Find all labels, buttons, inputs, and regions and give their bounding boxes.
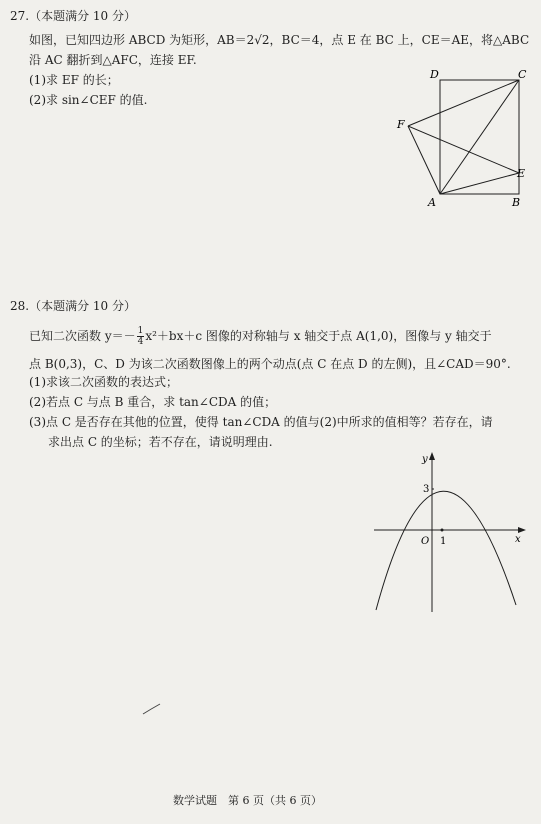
label-a: A bbox=[428, 196, 436, 209]
segment-fe bbox=[408, 126, 519, 173]
label-e: E bbox=[517, 167, 526, 180]
q28-sub3-line1: (3)点 C 是否存在其他的位置，使得 tan∠CDA 的值与(2)中所求的值相等？若存在，请 bbox=[29, 415, 493, 429]
tick-label-three: 3 bbox=[423, 484, 430, 495]
q27-heading: 27.（本题满分 10 分） bbox=[10, 9, 136, 23]
q28-line1 bbox=[29, 326, 492, 347]
fraction-one-quarter bbox=[137, 326, 145, 347]
segment-ac bbox=[440, 80, 519, 194]
parabola-curve bbox=[376, 491, 516, 610]
y-axis-label: y bbox=[422, 454, 428, 465]
q27-line2: 沿 AC 翻折到△AFC，连接 EF. bbox=[29, 53, 197, 67]
fraction-numerator: 1 bbox=[137, 326, 144, 336]
fraction-denominator: 4 bbox=[137, 337, 144, 347]
label-b: B bbox=[512, 196, 521, 209]
label-f: F bbox=[397, 118, 405, 131]
pen-mark bbox=[142, 702, 162, 716]
q28-line1-post: x²＋bx＋c 图像的对称轴与 x 轴交于点 A(1,0)，图像与 y 轴交于 bbox=[145, 329, 492, 343]
q27-sub1: (1)求 EF 的长； bbox=[29, 73, 119, 87]
label-d: D bbox=[430, 68, 439, 81]
q28-heading: 28.（本题满分 10 分） bbox=[10, 299, 136, 313]
q28-line2: 点 B(0,3)，C、D 为该二次函数图像上的两个动点(点 C 在点 D 的左侧)，且∠CAD＝90°. bbox=[29, 357, 511, 371]
point-a-marker bbox=[441, 529, 444, 532]
y-axis-arrow-icon bbox=[429, 452, 435, 460]
q27-line1: 如图，已知四边形 ABCD 为矩形，AB＝2√2，BC＝4，点 E 在 BC 上，CE＝AE，将△ABC bbox=[29, 33, 530, 47]
q28-sub3-line2: 求出点 C 的坐标；若不存在，请说明理由. bbox=[48, 435, 273, 449]
q28-graph bbox=[370, 450, 530, 615]
q27-sub2: (2)求 sin∠CEF 的值. bbox=[29, 93, 148, 107]
origin-label: O bbox=[421, 536, 430, 547]
tick-label-one: 1 bbox=[440, 536, 447, 547]
label-c: C bbox=[518, 68, 527, 81]
q27-figure bbox=[390, 64, 530, 214]
q28-sub2: (2)若点 C 与点 B 重合，求 tan∠CDA 的值； bbox=[29, 395, 277, 409]
segment-fc bbox=[408, 80, 519, 126]
x-axis-arrow-icon bbox=[518, 527, 526, 533]
q28-sub1: (1)求该二次函数的表达式； bbox=[29, 375, 178, 389]
segment-fa bbox=[408, 126, 440, 194]
q28-line1-pre: 已知二次函数 y＝－ bbox=[29, 329, 136, 343]
x-axis-label: x bbox=[515, 534, 521, 545]
page-footer: 数学试题 第 6 页（共 6 页） bbox=[173, 794, 322, 807]
